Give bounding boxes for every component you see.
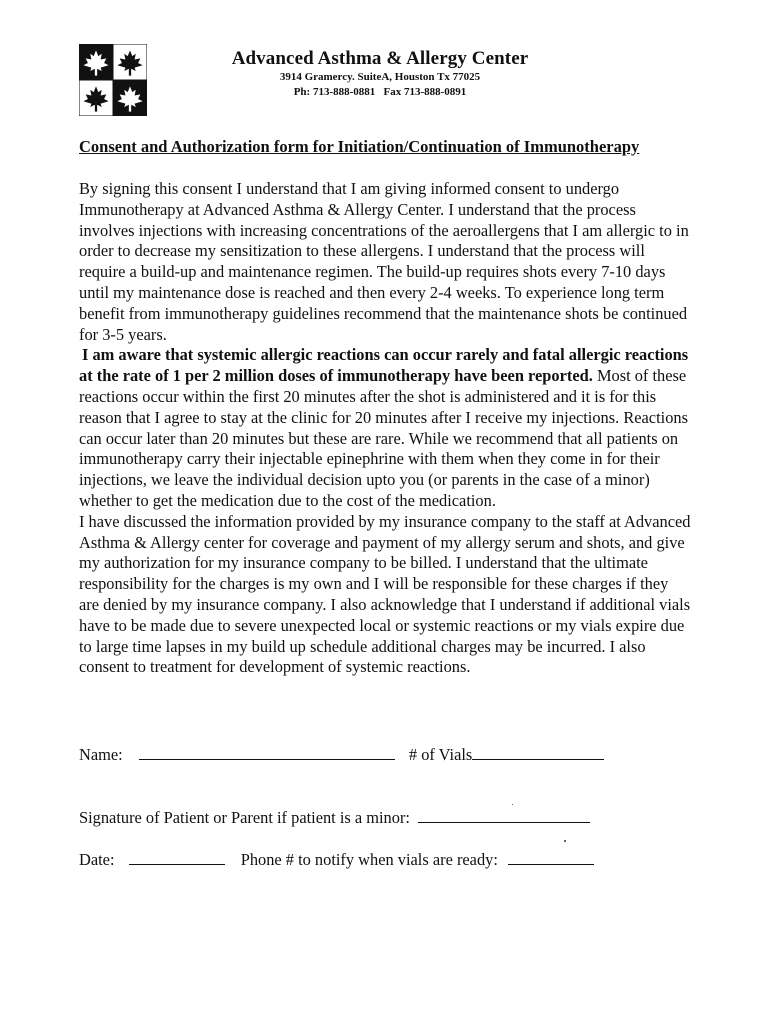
name-label: Name: [79, 745, 123, 764]
phone-label: Phone # to notify when vials are ready: [240, 850, 498, 869]
date-phone-row [79, 850, 594, 870]
consent-paragraph-2-text: Most of these reactions occur within the first 20 minutes after the shot is administered and it is for this reason that I agree to stay at the clinic for 20 minutes after I receive my injections. Reactions can occur later than 20 minutes but these are rare. While we recommend that all patients on immunotherapy carry their injectable epinephrine with them when they come in for their injections, we leave the individual decision upto you (or parents in the case of a minor) whether to get the medication due to the cost of the medication. [79, 366, 688, 510]
consent-paragraph-1: By signing this consent I understand that I am giving informed consent to undergo Immunotherapy at Advanced Asthma & Allergy Center. I understand that the process involves injections with increasing concentrations of the aeroallergens that I am allergic to in order to decrease my sensitization to these allergens. I understand that the process will require a build-up and maintenance regimen. The build-up requires shots every 7-10 days until my maintenance dose is reached and then every 2-4 weeks. To experience long term benefit from immunotherapy guidelines recommend that the maintenance shots be continued for 3-5 years. [79, 179, 689, 344]
date-field[interactable] [129, 850, 225, 865]
phone-field[interactable] [508, 850, 594, 865]
clinic-address: 3914 Gramercy. SuiteA, Houston Tx 77025 [279, 71, 481, 83]
signature-row [79, 808, 590, 828]
clinic-logo [79, 44, 147, 116]
scan-speck [564, 840, 566, 842]
maple-leaf-logo-icon [79, 44, 147, 116]
consent-paragraph-3: I have discussed the information provided by my insurance company to the staff at Advanced Asthma & Allergy center for coverage and payment of my allergy serum and shots, and give my authorization for my insurance company to be billed. I understand that the ultimate responsibility for the charges is my own and I will be responsible for these charges if they are denied by my insurance company. I also acknowledge that I understand if additional vials have to be made due to severe unexpected local or systemic reactions or my vials expire due to large time lapses in my build up schedule additional charges may be incurred. I also consent to treatment for development of systemic reactions. [79, 511, 691, 677]
signature-label: Signature of Patient or Parent if patient is a minor: [79, 808, 410, 827]
clinic-header [200, 48, 560, 100]
name-field[interactable] [139, 745, 395, 760]
systemic-reaction-warning: I am aware that systemic allergic reactions can occur rarely and fatal allergic reactions at the rate of 1 per 2 million doses of immunotherapy have been reported. [79, 345, 689, 386]
form-title: Consent and Authorization form for Initiation/Continuation of Immunotherapy [79, 137, 640, 156]
signature-field[interactable] [418, 808, 590, 823]
vials-field[interactable] [472, 745, 604, 760]
date-label: Date: [79, 850, 115, 869]
clinic-name: Advanced Asthma & Allergy Center [231, 48, 529, 69]
clinic-phones: Ph: 713-888-0881 Fax 713-888-0891 [293, 86, 467, 98]
scan-speck [512, 804, 513, 805]
consent-body [79, 179, 691, 678]
consent-paragraph-2 [79, 345, 691, 511]
name-row [79, 745, 604, 765]
vials-label: # of Vials [408, 745, 473, 764]
